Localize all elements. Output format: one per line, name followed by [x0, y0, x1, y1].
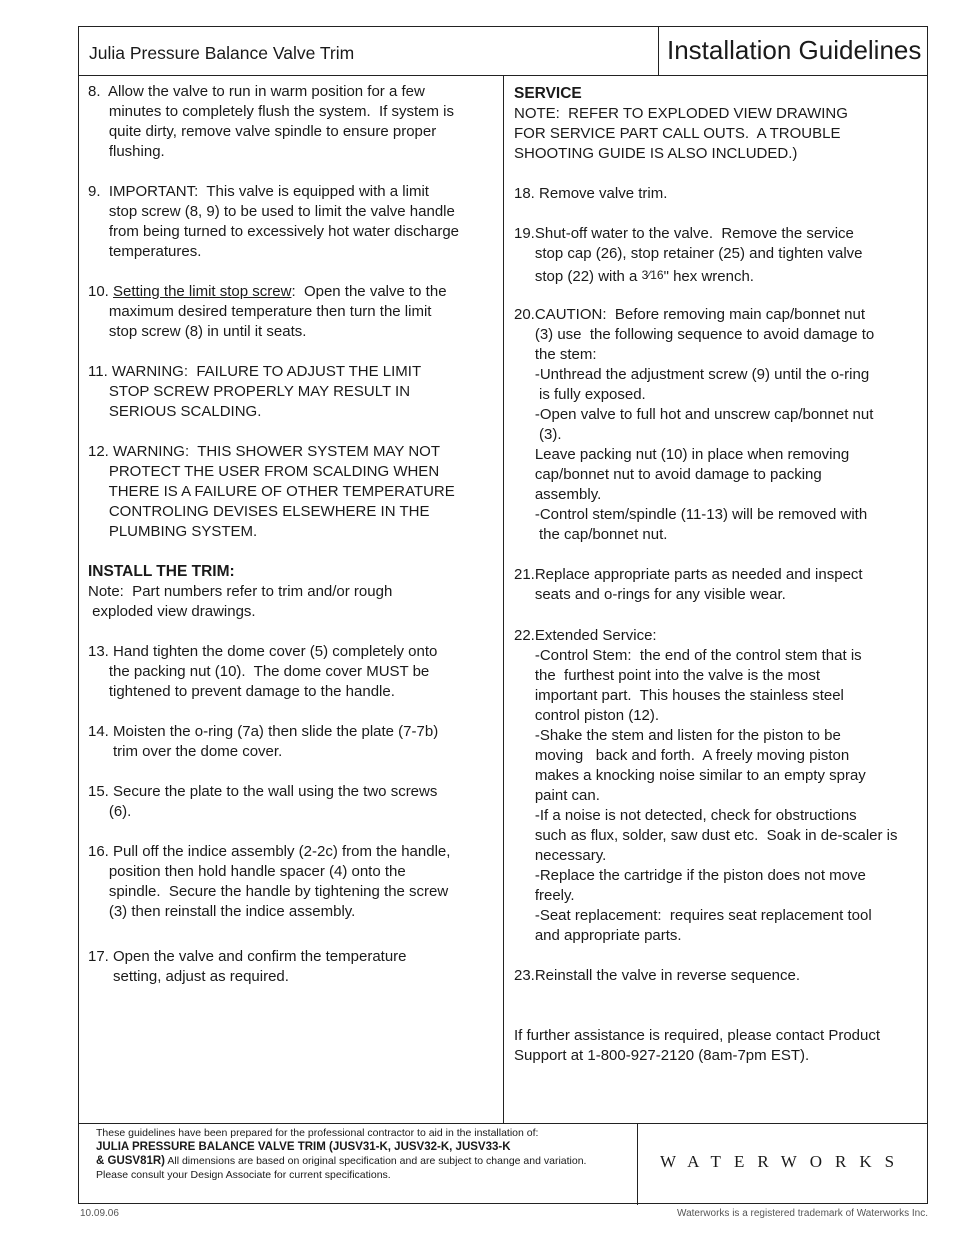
text-line: temperatures. [88, 243, 202, 260]
text-line: minutes to completely flush the system. If system is [88, 103, 454, 120]
install-note: exploded view drawings. [88, 603, 256, 620]
text-line: These guidelines have been prepared for the professional contractor to aid in the installation of: [96, 1127, 539, 1139]
text-line: If further assistance is required, please contact Product [514, 1027, 881, 1044]
product-models: & GUSV81R) [96, 1155, 166, 1167]
text-line: position then hold handle spacer (4) onto the [88, 863, 406, 880]
step-10 [88, 282, 498, 342]
step-21 [514, 565, 914, 605]
step-17 [88, 947, 498, 987]
step-12 [88, 442, 498, 542]
step-9 [88, 182, 498, 262]
footer-disclaimer [96, 1126, 626, 1182]
text-line: quite dirty, remove valve spindle to ensure proper [88, 123, 437, 140]
install-note: Note: Part numbers refer to trim and/or rough [88, 583, 393, 600]
step-15 [88, 782, 498, 822]
step-23: 23.Reinstall the valve in reverse sequence. [514, 967, 800, 984]
step-11 [88, 362, 498, 422]
text-span: stop (22) with a [514, 268, 642, 285]
step-8 [88, 82, 498, 162]
step-16 [88, 842, 498, 922]
text-line: Support at 1-800-927-2120 (8am-7pm EST). [514, 1047, 810, 1064]
text-line: the stem: [514, 346, 597, 363]
column-divider [503, 75, 504, 1123]
text-line: spindle. Secure the handle by tightening the screw [88, 883, 449, 900]
left-column [88, 82, 498, 987]
document-date: 10.09.06 [80, 1208, 119, 1219]
text-line: flushing. [88, 143, 165, 160]
contact-info [514, 1026, 914, 1066]
text-line: assembly. [514, 486, 602, 503]
text-line: the packing nut (10). The dome cover MUST be [88, 663, 430, 680]
fraction: 3⁄16 [641, 268, 664, 282]
text-line: (3). [514, 426, 562, 443]
service-note: FOR SERVICE PART CALL OUTS. A TROUBLE [514, 125, 841, 142]
text-line: stop screw (8, 9) to be used to limit the valve handle [88, 203, 455, 220]
step-20 [514, 305, 914, 545]
text-line: paint can. [514, 787, 600, 804]
text-line: is fully exposed. [514, 386, 646, 403]
text-line: -Control stem/spindle (11-13) will be removed with [514, 506, 868, 523]
text-line: maximum desired temperature then turn the limit [88, 303, 432, 320]
text-line: 21.Replace appropriate parts as needed and inspect [514, 566, 863, 583]
text-line: tightened to prevent damage to the handle. [88, 683, 395, 700]
text-line: CONTROLING DEVISES ELSEWHERE IN THE [88, 503, 430, 520]
text-line: 20.CAUTION: Before removing main cap/bonnet nut [514, 306, 866, 323]
service-note: NOTE: REFER TO EXPLODED VIEW DRAWING [514, 105, 848, 122]
text-line: the cap/bonnet nut. [514, 526, 668, 543]
text-line: freely. [514, 887, 575, 904]
text-line: 12. WARNING: THIS SHOWER SYSTEM MAY NOT [88, 443, 440, 460]
text-line: PLUMBING SYSTEM. [88, 523, 258, 540]
text-span: " hex wrench. [663, 268, 754, 285]
text-line: STOP SCREW PROPERLY MAY RESULT IN [88, 383, 411, 400]
brand-logo: WATERWORKS [660, 1152, 908, 1171]
text-line: stop screw (8) in until it seats. [88, 323, 307, 340]
text-line: SERIOUS SCALDING. [88, 403, 262, 420]
text-line: (3) then reinstall the indice assembly. [88, 903, 356, 920]
text-line: -Unthread the adjustment screw (9) until the o-ring [514, 366, 870, 383]
text-span: All dimensions are based on original specification and are subject to change and variation. [165, 1155, 587, 1167]
text-line: 22.Extended Service: [514, 627, 657, 644]
text-line: Please consult your Design Associate for current specifications. [96, 1169, 391, 1181]
service-note: SHOOTING GUIDE IS ALSO INCLUDED.) [514, 145, 798, 162]
text-line: PROTECT THE USER FROM SCALDING WHEN [88, 463, 440, 480]
text-line: (3) use the following sequence to avoid damage to [514, 326, 875, 343]
text-line: necessary. [514, 847, 607, 864]
text-line: 15. Secure the plate to the wall using the two screws [88, 783, 438, 800]
service-heading: SERVICE [514, 85, 582, 102]
text-line: moving back and forth. A freely moving piston [514, 747, 850, 764]
footer-column-divider [637, 1123, 638, 1205]
text-line: -Seat replacement: requires seat replacement tool [514, 907, 872, 924]
text-line: seats and o-rings for any visible wear. [514, 586, 786, 603]
text-line: trim over the dome cover. [88, 743, 283, 760]
text-line: 13. Hand tighten the dome cover (5) completely onto [88, 643, 438, 660]
step-13 [88, 642, 498, 702]
text-line: 9. IMPORTANT: This valve is equipped with a limit [88, 183, 429, 200]
text-line: 17. Open the valve and confirm the temperature [88, 948, 407, 965]
text-line: -Replace the cartridge if the piston does not move [514, 867, 866, 884]
product-title: Julia Pressure Balance Valve Trim [89, 43, 355, 63]
underlined-term: Setting the limit stop screw [113, 283, 292, 300]
product-models: JULIA PRESSURE BALANCE VALVE TRIM (JUSV31-K, JUSV32-K, JUSV33-K [96, 1141, 511, 1153]
text-line: 14. Moisten the o-ring (7a) then slide the plate (7-7b) [88, 723, 439, 740]
text-line: control piston (12). [514, 707, 660, 724]
right-column [514, 84, 914, 1066]
text-span: : Open the valve to the [291, 283, 447, 300]
text-line: makes a knocking noise similar to an empty spray [514, 767, 866, 784]
trademark-notice: Waterworks is a registered trademark of Waterworks Inc. [677, 1208, 928, 1219]
text-line: 19.Shut-off water to the valve. Remove the service [514, 225, 854, 242]
text-line: 8. Allow the valve to run in warm position for a few [88, 83, 425, 100]
text-line: the furthest point into the valve is the most [514, 667, 820, 684]
text-line: -Shake the stem and listen for the piston to be [514, 727, 841, 744]
text-line: cap/bonnet nut to avoid damage to packing [514, 466, 822, 483]
header-product-cell [79, 27, 659, 75]
document-title: Installation Guidelines [667, 35, 922, 65]
step-22 [514, 626, 914, 946]
text-line: THERE IS A FAILURE OF OTHER TEMPERATURE [88, 483, 455, 500]
step-18: 18. Remove valve trim. [514, 185, 668, 202]
text-line: Leave packing nut (10) in place when removing [514, 446, 850, 463]
install-heading: INSTALL THE TRIM: [88, 563, 235, 580]
text-line: and appropriate parts. [514, 927, 682, 944]
text-line: 11. WARNING: FAILURE TO ADJUST THE LIMIT [88, 363, 422, 380]
text-line: -If a noise is not detected, check for obstructions [514, 807, 857, 824]
text-line: such as flux, solder, saw dust etc. Soak in de-scaler is [514, 827, 898, 844]
text-line: 16. Pull off the indice assembly (2-2c) from the handle, [88, 843, 451, 860]
step-14 [88, 722, 498, 762]
text-line: (6). [88, 803, 132, 820]
text-line: setting, adjust as required. [88, 968, 289, 985]
step-number: 10. [88, 283, 114, 300]
text-line: from being turned to excessively hot water discharge [88, 223, 460, 240]
text-line: stop cap (26), stop retainer (25) and tighten valve [514, 245, 863, 262]
text-line: important part. This houses the stainless steel [514, 687, 844, 704]
footer-divider [79, 1123, 927, 1124]
step-19 [514, 224, 914, 288]
text-line: -Control Stem: the end of the control stem that is [514, 647, 862, 664]
text-line: -Open valve to full hot and unscrew cap/bonnet nut [514, 406, 874, 423]
header-title-cell [659, 27, 927, 75]
